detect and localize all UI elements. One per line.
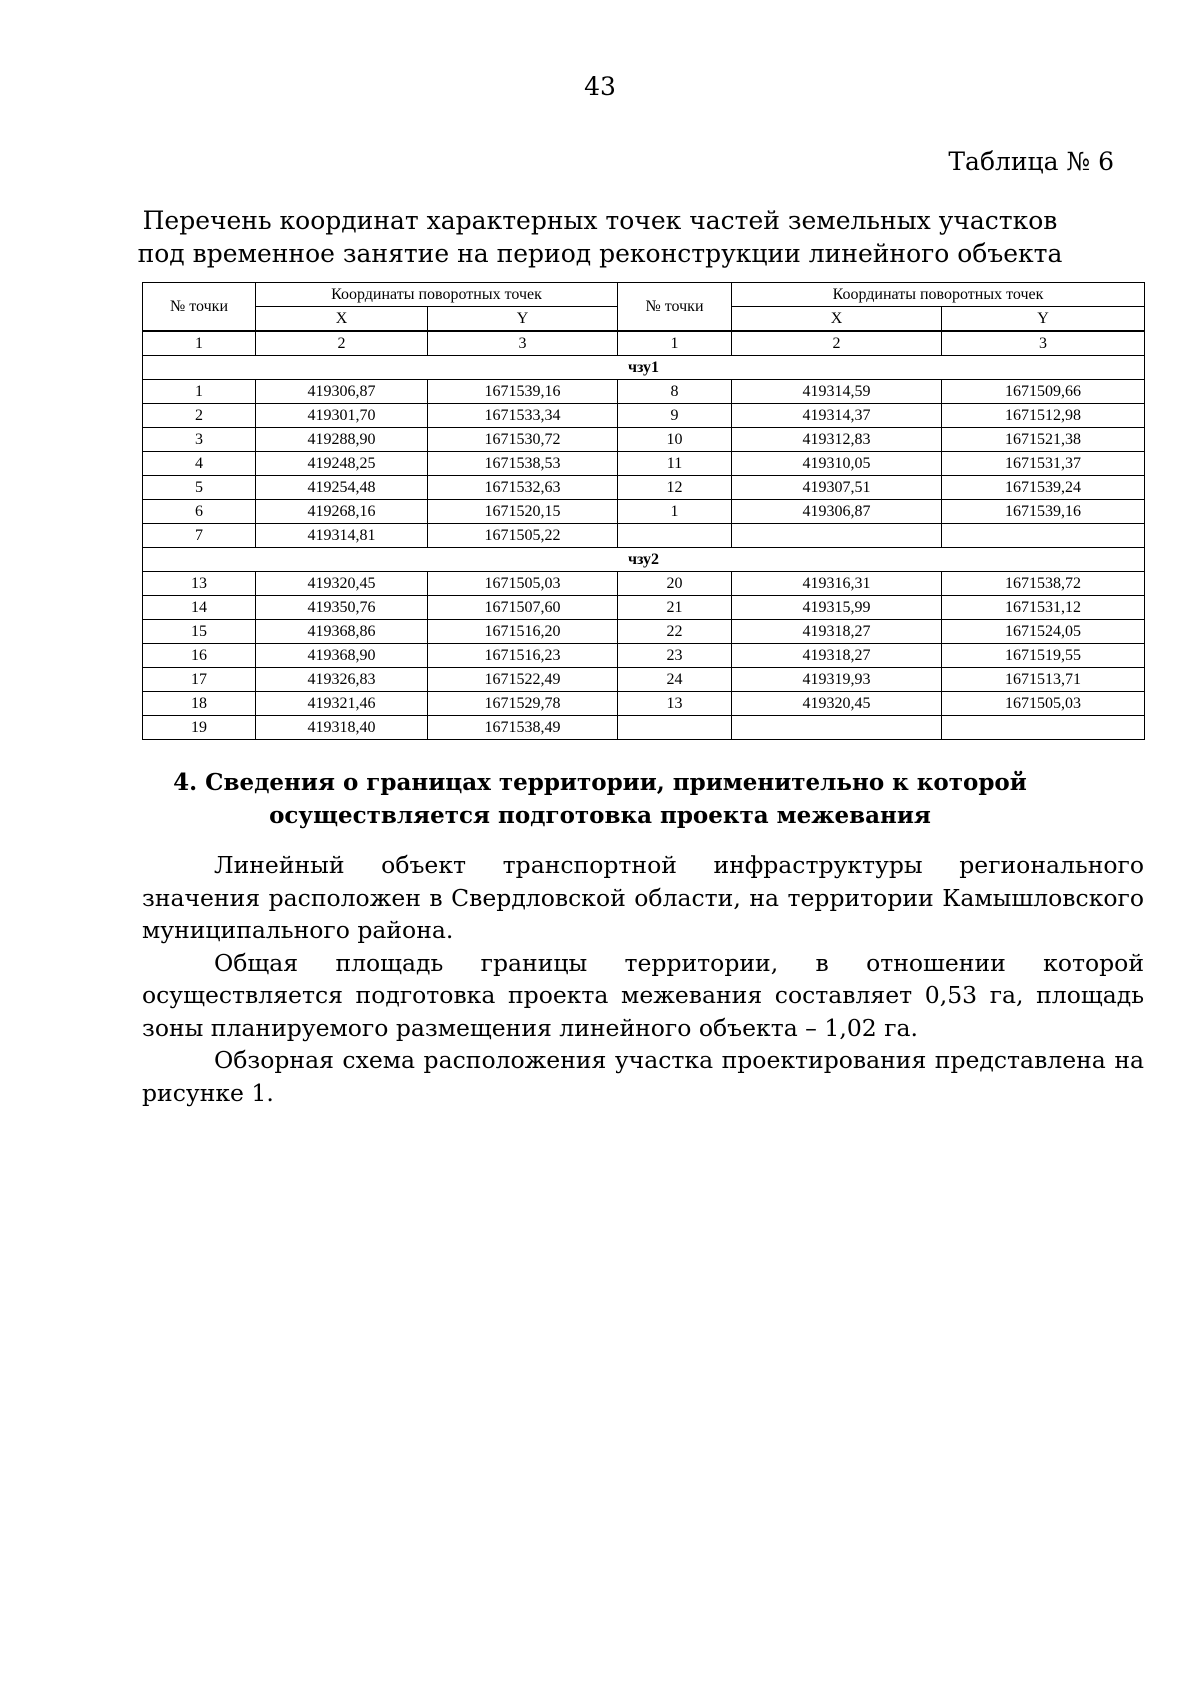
table-cell: 419314,37: [732, 404, 942, 428]
table-cell: [732, 716, 942, 740]
table-cell: 419319,93: [732, 668, 942, 692]
coordinates-table: [142, 282, 1145, 740]
table-cell: 1671505,22: [428, 524, 618, 548]
table-row: [143, 452, 1145, 476]
paragraph: Линейный объект транспортной инфраструктуры регионального значения расположен в Свердловской области, на территории Камышловского муниципального района.: [142, 851, 1144, 944]
table-cell: 1671532,63: [428, 476, 618, 500]
table-cell: 13: [143, 572, 256, 596]
header-y: Y: [942, 307, 1145, 332]
header-point-number: № точки: [143, 283, 256, 332]
table-cell: 419368,86: [256, 620, 428, 644]
table-cell: 1671538,72: [942, 572, 1145, 596]
table-cell: 419315,99: [732, 596, 942, 620]
table-cell: 24: [618, 668, 732, 692]
table-cell: 1671524,05: [942, 620, 1145, 644]
table-cell: 419318,40: [256, 716, 428, 740]
table-row: [143, 572, 1145, 596]
table-cell: 21: [618, 596, 732, 620]
table-cell: [618, 716, 732, 740]
table-cell: 419288,90: [256, 428, 428, 452]
table-cell: 419307,51: [732, 476, 942, 500]
table-cell: 419320,45: [256, 572, 428, 596]
table-cell: 17: [143, 668, 256, 692]
table-cell: 419310,05: [732, 452, 942, 476]
table-cell: 19: [143, 716, 256, 740]
table-cell: 12: [618, 476, 732, 500]
section-title-line: 4. Сведения о границах территории, применительно к которой: [173, 769, 1027, 796]
section-title-line: осуществляется подготовка проекта межевания: [269, 802, 931, 829]
table-row: [143, 596, 1145, 620]
table-caption: [0, 204, 1200, 270]
table-cell: 1671533,34: [428, 404, 618, 428]
table-cell: 14: [143, 596, 256, 620]
table-cell: 18: [143, 692, 256, 716]
group-row: [143, 548, 1145, 572]
header-coords-group: Координаты поворотных точек: [256, 283, 618, 307]
table-cell: 1671521,38: [942, 428, 1145, 452]
table-cell: 419321,46: [256, 692, 428, 716]
column-number-row: [143, 331, 1145, 356]
table-cell: 7: [143, 524, 256, 548]
table-cell: 1671507,60: [428, 596, 618, 620]
table-cell: [618, 524, 732, 548]
header-y: Y: [428, 307, 618, 332]
table-cell: 419316,31: [732, 572, 942, 596]
column-number: 1: [143, 331, 256, 356]
table-cell: 15: [143, 620, 256, 644]
header-point-number: № точки: [618, 283, 732, 332]
table-row: [143, 716, 1145, 740]
table-cell: 1671516,23: [428, 644, 618, 668]
group-label: чзу2: [143, 548, 1145, 572]
table-cell: 419312,83: [732, 428, 942, 452]
table-row: [143, 620, 1145, 644]
table-row: [143, 476, 1145, 500]
table-cell: 419320,45: [732, 692, 942, 716]
table-cell: 1671522,49: [428, 668, 618, 692]
group-label: чзу1: [143, 356, 1145, 380]
table-cell: 419268,16: [256, 500, 428, 524]
table-cell: 419318,27: [732, 644, 942, 668]
table-header-row: [143, 283, 1145, 307]
table-row: [143, 380, 1145, 404]
table-cell: 4: [143, 452, 256, 476]
table-cell: 1671538,49: [428, 716, 618, 740]
table-cell: 419248,25: [256, 452, 428, 476]
table-cell: 1671512,98: [942, 404, 1145, 428]
table-row: [143, 644, 1145, 668]
table-cell: 419301,70: [256, 404, 428, 428]
table-cell: 1671513,71: [942, 668, 1145, 692]
table-row: [143, 668, 1145, 692]
table-cell: 1: [618, 500, 732, 524]
table-cell: 1671531,12: [942, 596, 1145, 620]
table-caption-line: Перечень координат характерных точек частей земельных участков: [142, 206, 1058, 235]
header-x: X: [732, 307, 942, 332]
table-cell: 8: [618, 380, 732, 404]
table-cell: [942, 716, 1145, 740]
table-cell: 419306,87: [732, 500, 942, 524]
table-cell: 1671529,78: [428, 692, 618, 716]
table-cell: 6: [143, 500, 256, 524]
table-cell: 1671531,37: [942, 452, 1145, 476]
table-cell: 1671539,24: [942, 476, 1145, 500]
group-row: [143, 356, 1145, 380]
table-cell: [732, 524, 942, 548]
table-row: [143, 500, 1145, 524]
table-cell: 419350,76: [256, 596, 428, 620]
column-number: 1: [618, 331, 732, 356]
table-cell: 419306,87: [256, 380, 428, 404]
table-cell: 2: [143, 404, 256, 428]
table-cell: 1671519,55: [942, 644, 1145, 668]
table-cell: 22: [618, 620, 732, 644]
table-cell: 1671539,16: [942, 500, 1145, 524]
table-cell: 1671516,20: [428, 620, 618, 644]
column-number: 3: [942, 331, 1145, 356]
table-cell: 5: [143, 476, 256, 500]
header-x: X: [256, 307, 428, 332]
table-cell: 1671505,03: [428, 572, 618, 596]
table-cell: 16: [143, 644, 256, 668]
table-cell: 419254,48: [256, 476, 428, 500]
column-number: 3: [428, 331, 618, 356]
table-cell: 10: [618, 428, 732, 452]
table-cell: 9: [618, 404, 732, 428]
table-cell: 20: [618, 572, 732, 596]
table-cell: 1671505,03: [942, 692, 1145, 716]
table-cell: 1671509,66: [942, 380, 1145, 404]
header-coords-group: Координаты поворотных точек: [732, 283, 1145, 307]
table-cell: 1671539,16: [428, 380, 618, 404]
table-cell: 419314,59: [732, 380, 942, 404]
table-cell: 23: [618, 644, 732, 668]
table-cell: 11: [618, 452, 732, 476]
page-number: 43: [584, 72, 616, 101]
body-text: [142, 849, 1144, 1109]
table-cell: 1: [143, 380, 256, 404]
section-title: [0, 766, 1200, 832]
table-row: [143, 692, 1145, 716]
table-cell: 13: [618, 692, 732, 716]
table-cell: 1671520,15: [428, 500, 618, 524]
table-cell: [942, 524, 1145, 548]
column-number: 2: [256, 331, 428, 356]
table-cell: 419314,81: [256, 524, 428, 548]
table-cell: 419368,90: [256, 644, 428, 668]
table-cell: 419318,27: [732, 620, 942, 644]
paragraph: Обзорная схема расположения участка проектирования представлена на рисунке 1.: [142, 1046, 1144, 1107]
table-cell: 419326,83: [256, 668, 428, 692]
table-row: [143, 524, 1145, 548]
table-row: [143, 404, 1145, 428]
table-cell: 1671530,72: [428, 428, 618, 452]
table-caption-line: под временное занятие на период реконструкции линейного объекта: [137, 239, 1063, 268]
table-label: Таблица № 6: [948, 147, 1114, 176]
paragraph: Общая площадь границы территории, в отношении которой осуществляется подготовка проекта межевания составляет 0,53 га, площадь зоны планируемого размещения линейного объекта – 1,02 га.: [142, 948, 1144, 1042]
table-cell: 1671538,53: [428, 452, 618, 476]
column-number: 2: [732, 331, 942, 356]
table-cell: 3: [143, 428, 256, 452]
table-row: [143, 428, 1145, 452]
